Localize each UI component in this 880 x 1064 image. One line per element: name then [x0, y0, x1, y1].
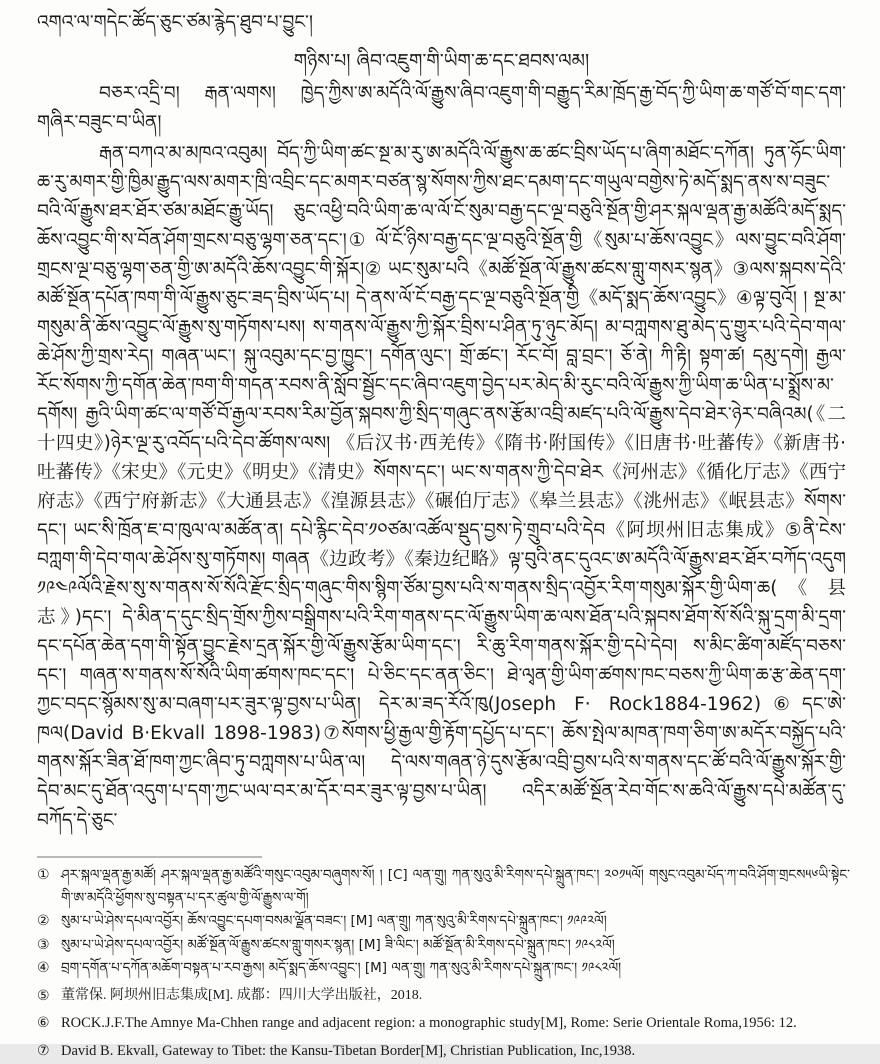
footnote-item-5: [37, 985, 850, 1008]
footnote-marker: ⑦: [37, 1043, 50, 1059]
footnote-marker: ⑤: [37, 987, 50, 1004]
previous-paragraph-tail: འགའ་ལ་གདེང་ཚོད་ཅུང་ཙམ་རྙེད་ཐུབ་པ་བྱུང་།: [37, 12, 314, 33]
footnote-marker: ④: [37, 960, 50, 976]
footnote-text: སུམ་པ་ཡེ་ཤེས་དཔལ་འབྱོར། མཚོ་སྔོན་ལོ་རྒྱུས་ཚངས་གླུ་གསར་སྙན། [M] ཟི་ལིང་། མཚོ་སྔོན་མི་རིགས་དཔེ་སྐྲུན་ཁང་། ༡༩༨༢ལོ།: [61, 936, 615, 953]
footnote-separator-rule: [37, 856, 262, 858]
footnote-text: སུམ་པ་ཡེ་ཤེས་དཔལ་འབྱོར། ཆོས་འབྱུང་དཔག་བསམ་ལྗོན་བཟང་། [M] ལན་གྲུ། ཀན་སུའུ་མི་རིགས་དཔེ་སྐྲུན་ཁང་། ༡༩༩༢ལོ།: [61, 913, 607, 929]
footnote-item-6: [37, 1012, 850, 1035]
footnote-marker: ③: [37, 936, 50, 953]
interviewer-question-paragraph: བཅར་འདྲི་བ། རྒན་ལགས། ཁྱེད་ཀྱིས་ཨ་མདོའི་ལོ་རྒྱུས་ཞིབ་འཇུག་གི་བརྒྱུད་རིམ་ཁྲོད་རྒྱ་བོད་ཀྱི་ཡིག་ཆ་གཙོ་བོ་གང་དག་གཞིར་བཟུང་བ་ཡིན།: [37, 83, 846, 133]
footnote-text: ཤར་སྐལ་ལྡན་རྒྱ་མཚོ། ཤར་སྐལ་ལྡན་རྒྱ་མཚོའི་གསུང་འབུམ་བཞུགས་སོ། ། [C] ལན་གྲུ། ཀན་སུའུ་མི་རིགས་དཔེ་སྐྲུན་ཁང་། ༢༠༡༥ལོ། གསུང་འབུམ་པོད་ཀ་བའི་ཤོག་གྲངས༥༦ཡི་སྟེང་གི་ཨ་མདོའི་ཕྱོགས་སུ་བསྟན་པ་དར་ཚུལ་གྱི་ལོ་རྒྱུས་ལ་གོ།: [61, 867, 850, 906]
footnote-item-1: [37, 864, 850, 909]
footnote-text: ROCK.J.F.The Amnye Ma-Chhen range and adjacent region: a monographic study[M], Rome: Serie Orientale Roma,1956: 12.: [61, 1015, 797, 1031]
footnote-text: 董常保. 阿坝州旧志集成[M]. 成都：四川大学出版社，2018.: [61, 987, 423, 1003]
footnote-item-7: [37, 1040, 850, 1063]
section-heading: གཉིས་པ། ཞིབ་འཇུག་གི་ཡིག་ཆ་དང་ཐབས་ལམ།: [293, 50, 590, 72]
footnote-marker: ⑥: [37, 1015, 50, 1031]
footnote-marker: ②: [37, 913, 50, 929]
footnote-item-3: [37, 934, 850, 957]
footnote-item-4: [37, 957, 850, 980]
footnote-text: David B. Ekvall, Gateway to Tibet: the Kansu-Tibetan Border[M], Christian Publication, Inc,1938.: [61, 1043, 636, 1059]
footnote-item-2: [37, 910, 850, 933]
footnote-text: བྲག་དགོན་པ་དཀོན་མཆོག་བསྟན་པ་རབ་རྒྱས། མདོ་སྨད་ཆོས་འབྱུང་། [M] ལན་གྲུ། ཀན་སུའུ་མི་རིགས་དཔེ་སྐྲུན་ཁང་། ༡༩༨༢ལོ།: [61, 960, 622, 976]
footnote-list: [37, 864, 850, 1064]
footnote-marker: ①: [37, 867, 50, 883]
interviewee-answer-paragraph: རྒན་བཀའ་མ་མཁའ་འབུམ། བོད་ཀྱི་ཡིག་ཚང་སྔ་མ་རུ་ཨ་མདོའི་ལོ་རྒྱུས་ཆ་ཚང་བྲིས་ཡོད་པ་ཞིག་མཐོང་དཀོན། ཏུན་ཧོང་ཡིག་ཆ་རུ་མགར་གྱི་ཁྱིམ་རྒྱུད་ལས་མགར་ཁྲི་འབྲིང་དང་མགར་བཙན་སྙ་སོགས་ཀྱིས་ཐང་དམག་དང་གཡུལ་བགྱེས་ཏེ་མདོ་སྨད་ནས་ས་བཟུང་བའི་ལོ་རྒྱུས་ཐར་ཐོར་ཙམ་མཐོང་རྒྱུ་ཡོད། ཅུང་འཕྱི་བའི་ཡིག་ཆ་ལ་ལོ་ངོ་སུམ་བརྒྱ་དང་ལྔ་བཅུའི་སྔོན་གྱི་ཤར་སྐལ་ལྡན་རྒྱ་མཚོའི་མདོ་སྨད་ཆོས་འབྱུང་གི་ས་བོན་ཤོག་གྲངས་བཅུ་ལྷག་ཅན་དང་།① ལོ་ངོ་ཉིས་བརྒྱ་དང་ལྔ་བཅུའི་སྔོན་གྱི《སུམ་པ་ཆོས་འབྱུང》ལས་བྱུང་བའི་ཤོག་གྲངས་ལྔ་བཅུ་ལྷག་ཅན་གྱི་ཨ་མདོའི་ཆོས་འབྱུང་གི་སྐོར།② ཡང་སུམ་པའི《མཚོ་སྔོན་ལོ་རྒྱུས་ཚངས་གླུ་གསར་སྙན》③ལས་སྐབས་དེའི་མཚོ་སྔོན་དཔོན་ཁག་གི་ལོ་རྒྱུས་ཅུང་ཟད་བྲིས་ཡོད་པ། དེ་ནས་ལོ་ངོ་བརྒྱ་དང་ལྔ་བཅུའི་སྔོན་གྱི《མདོ་སྨད་ཆོས་འབྱུང》④ལྟ་བུའོ། ། སྔ་མ་གསུམ་ནི་ཆོས་འབྱུང་ལོ་རྒྱུས་སུ་གཏོགས་པས། ས་གནས་ལོ་རྒྱུས་ཀྱི་སྐོར་བྲིས་པ་ཤིན་ཏུ་ཉུང་མོད། མ་བཀླགས་ཐུ་མེད་དུ་གྱུར་པའི་དེབ་གལ་ཆེ་ཤོས་ཀྱི་གྲས་རེད། གཞན་ཡང་། སྐུ་འབུམ་དང་བྱ་ཁྱུང་། དགོན་ལུང་། གྲོ་ཚང་། རོང་བོ། བླ་བྲང་། ཅོ་ནེ། ཀི་རྟི། སྟག་ཚ། དམུ་དགེ། རྒྱལ་རོང་སོགས་ཀྱི་དགོན་ཆེན་ཁག་གི་གདན་རབས་ནི་སློབ་སྦྱོང་དང་ཞིབ་འཇུག་བྱེད་པར་མེད་མི་རུང་བའི་ལོ་རྒྱུས་ཀྱི་ཡིག་ཆ་ཡིན་པ་སྨྲོས་མ་དགོས། རྒྱའི་ཡིག་ཚང་ལ་གཙོ་བོ་རྒྱལ་རབས་རིམ་བྱོན་སྐབས་ཀྱི་སྲིད་གཞུང་ནས་རྩོམ་འབྲི་མཛད་པའི་ལོ་རྒྱུས་དེབ་ཐེར་ཉེར་བཞིའམ(《二十四史》)ཉེར་ལྔ་རུ་འབོད་པའི་དེབ་ཚོགས་ལས། 《后汉书·西羌传》《隋书·附国传》《旧唐书·吐蕃传》《新唐书·吐蕃传》《宋史》《元史》《明史》《清史》སོགས་དང་། ཡང་ས་གནས་ཀྱི་དེབ་ཐེར《河州志》《循化厅志》《西宁府志》《西宁府新志》《大通县志》《湟源县志》《碾伯厅志》《皋兰县志》《洮州志》《岷县志》སོགས་དང་། ཡང་སི་ཁྲོན་ཇ་བ་ཁུལ་ལ་མཚོན་ན། དཔེ་རྙིང་དེབ་༡༠ཙམ་འཚོལ་སྡུད་བྱས་ཏེ་གྲུབ་པའི་དེབ《阿坝州旧志集成》⑤ནི་ངེས་བཀླག་གི་དེབ་གལ་ཆེ་ཤོས་སུ་གཏོགས། གཞན《边政考》《秦边纪略》ལྟ་བུའི་ནང་དུའང་ཨ་མདོའི་ལོ་རྒྱུས་ཐར་ཐོར་བཀོད་འདུག ༡༩༤༩ལོའི་རྗེས་སུ་ས་གནས་སོ་སོའི་རྫོང་སྲིད་གཞུང་གིས་སྙིག་ཙོམ་བྱས་པའི་ས་གནས་སྲིད་འབྱོར་རིག་གསུམ་སྐོར་གྱི་ཡིག་ཆ(《县志》)དང་། དེ་མིན་ད་དུང་སྲིད་གྲོས་ཀྱིས་བསྒྲིགས་པའི་རིག་གནས་དང་ལོ་རྒྱུས་ཡིག་ཆ་ལས་ཐོན་པའི་སྐབས་ཐོག་སོ་སོའི་སྐུ་དྲག་མི་དྲག་དང་དཔོན་ཆེན་དག་གི་སྟོན་བྱུང་རྗེས་དྲན་སྐོར་གྱི་ལོ་རྒྱུས་རྩོམ་ཡིག་དང་། རི་ཆུ་རིག་གནས་སྐོར་གྱི་དཔེ་དེབ། ས་མིང་ཚིག་མཛོད་བཅས་དང་། གཞན་ས་གནས་སོ་སོའི་ཡིག་ཚགས་ཁང་དང་། པེ་ཅིང་དང་ནན་ཅིང་། ཐེ་ལྭན་གྱི་ཡིག་ཚགས་ཁང་བཅས་ཀྱི་ཡིག་ཆ་རྩ་ཆེན་དག་ཀྱང་བདང་སྙོམས་སུ་མ་བཞག་པར་ཟུར་ལྟ་བྱས་པ་ཡིན། དེར་མ་ཟད་རོའོ་ཁུ(Joseph F· Rock1884-1962)⑥དང་ཨེ་ཁལ(David B·Ekvall 1898-1983)⑦སོགས་ཕྱི་རྒྱལ་གྱི་རྟོག་དཔྱོད་པ་དང་། ཆོས་སྤེལ་མཁན་ཁག་ཅིག་ཨ་མདོར་བསྐྱོད་པའི་གནས་སྐོར་ཟིན་ཐོ་ཁག་ཀྱང་ཞིབ་ཏུ་བཀླགས་པ་ཡིན་ལ། དེ་ལས་གཞན་ཉེ་དུས་རྩོམ་འབྲི་བྱས་པའི་ས་གནས་དང་ཚོ་བའི་ལོ་རྒྱུས་སྐོར་གྱི་དེབ་མང་དུ་ཐོན་འདུག་པ་དག་ཀྱང་ཡལ་བར་མ་དོར་བར་ཟུར་ལྟ་བྱས་པ་ཡིན། འདིར་མཚོ་སྔོན་རེབ་གོང་ས་ཆའི་ལོ་རྒྱུས་དཔེ་མཚོན་དུ་བཀོད་དེ་ཅུང་: [37, 143, 846, 831]
